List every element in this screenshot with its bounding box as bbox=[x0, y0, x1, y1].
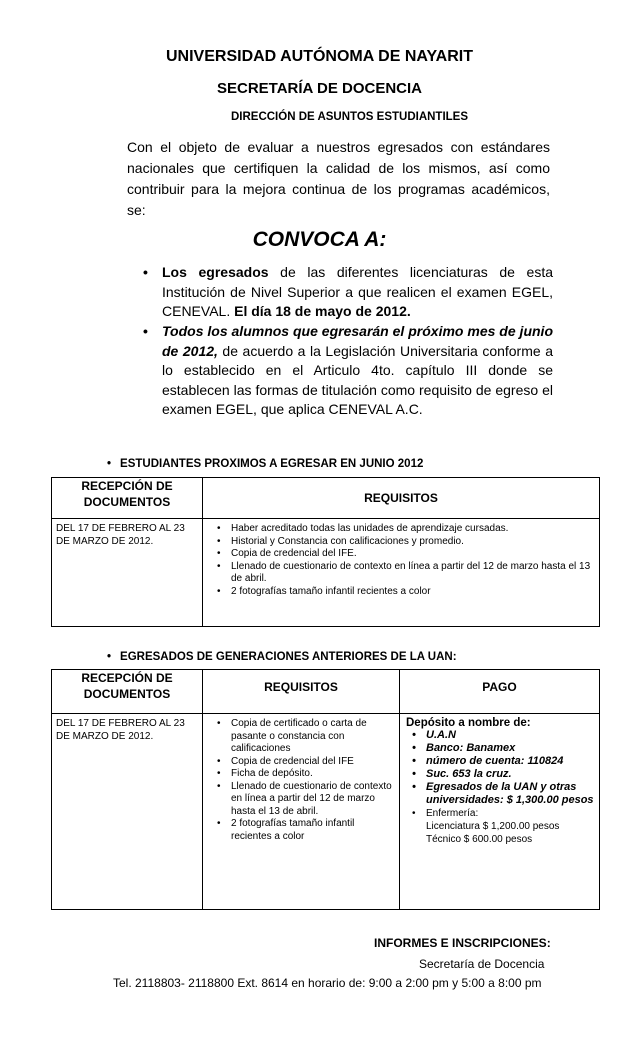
header-reception: RECEPCIÓN DE DOCUMENTOS bbox=[52, 670, 203, 714]
reception-dates: DEL 17 DE FEBRERO AL 23 DE MARZO DE 2012. bbox=[52, 519, 203, 627]
convoca-heading: CONVOCA A: bbox=[252, 228, 387, 251]
list-item: • Ficha de depósito. bbox=[211, 768, 395, 781]
list-item: • Banco: Banamex bbox=[406, 742, 595, 755]
bullet-dot-icon: • bbox=[143, 264, 148, 280]
header-requirements: REQUISITOS bbox=[203, 478, 600, 519]
bullet-egresados bbox=[143, 263, 553, 322]
header-requirements: REQUISITOS bbox=[203, 670, 400, 714]
list-item: • Suc. 653 la cruz. bbox=[406, 768, 595, 781]
section1-title: ESTUDIANTES PROXIMOS A EGRESAR EN JUNIO 2012 bbox=[120, 458, 424, 470]
section1-heading bbox=[107, 458, 423, 470]
list-item: • Copia de credencial del IFE. bbox=[211, 548, 595, 561]
secretariat-title: SECRETARÍA DE DOCENCIA bbox=[216, 80, 422, 97]
list-item: • 2 fotografías tamaño infantil recientes a color bbox=[211, 586, 595, 599]
list-item: • U.A.N bbox=[406, 729, 595, 742]
bullet2-lead: Todos los alumnos que egresarán el próximo mes de junio de 2012, bbox=[162, 323, 553, 359]
requirements-list bbox=[211, 523, 595, 598]
bullet-alumnos bbox=[143, 322, 553, 420]
requirements-list bbox=[211, 718, 395, 843]
office-name: Secretaría de Docencia bbox=[419, 957, 545, 971]
nursing-tecnico: Técnico $ 600.00 pesos bbox=[426, 834, 533, 845]
nursing-label: Enfermería: bbox=[426, 808, 479, 819]
list-item bbox=[406, 807, 595, 846]
phone-line: Tel. 2118803- 2118800 Ext. 8614 en horario de: 9:00 a 2:00 pm y 5:00 a 8:00 pm bbox=[113, 976, 542, 990]
list-item: • Copia de certificado o carta de pasante o constancia con calificaciones bbox=[211, 718, 395, 756]
header-reception: RECEPCIÓN DE DOCUMENTOS bbox=[52, 478, 203, 519]
requirements-cell bbox=[203, 714, 400, 910]
table-students bbox=[51, 477, 600, 627]
payment-list bbox=[406, 729, 595, 846]
list-item: • Copia de credencial del IFE bbox=[211, 756, 395, 769]
list-item: • Historial y Constancia con calificaciones y promedio. bbox=[211, 536, 595, 549]
header-payment: PAGO bbox=[400, 670, 600, 714]
bullet1-date: El día 18 de mayo de 2012. bbox=[230, 303, 411, 319]
payment-title: Depósito a nombre de: bbox=[406, 717, 531, 729]
section2-title: EGRESADOS DE GENERACIONES ANTERIORES DE LA UAN: bbox=[120, 651, 457, 663]
bullet1-lead: Los egresados bbox=[162, 264, 269, 280]
direction-title: DIRECCIÓN DE ASUNTOS ESTUDIANTILES bbox=[230, 111, 469, 123]
info-heading: INFORMES E INSCRIPCIONES: bbox=[374, 936, 551, 950]
bullet-dot-icon: • bbox=[107, 458, 112, 470]
list-item: • Egresados de la UAN y otras universidades: $ 1,300.00 pesos bbox=[406, 781, 595, 807]
intro-paragraph: Con el objeto de evaluar a nuestros egresados con estándares nacionales que certifiquen la calidad de los mismos, así como contribuir para la mejora continua de los programas académicos, se: bbox=[127, 139, 550, 218]
bullet-dot-icon: • bbox=[107, 651, 112, 663]
list-item: • Haber acreditado todas las unidades de aprendizaje cursadas. bbox=[211, 523, 595, 536]
list-item: • número de cuenta: 110824 bbox=[406, 755, 595, 768]
bullet1-text: de las diferentes licenciaturas de esta Institución de Nivel Superior a que realicen el examen EGEL, CENEVAL. bbox=[162, 264, 553, 319]
table-graduates bbox=[51, 669, 600, 910]
payment-cell bbox=[400, 714, 600, 910]
section2-heading bbox=[107, 651, 457, 663]
requirements-cell bbox=[203, 519, 600, 627]
nursing-licenciatura: Licenciatura $ 1,200.00 pesos bbox=[426, 821, 560, 832]
university-title: UNIVERSIDAD AUTÓNOMA DE NAYARIT bbox=[166, 48, 473, 65]
list-item: • Llenado de cuestionario de contexto en línea a partir del 12 de marzo hasta el 13 de abril. bbox=[211, 781, 395, 819]
list-item: • Llenado de cuestionario de contexto en línea a partir del 12 de marzo hasta el 13 de abril. bbox=[211, 561, 595, 586]
reception-dates: DEL 17 DE FEBRERO AL 23 DE MARZO DE 2012. bbox=[52, 714, 203, 910]
bullet2-text: de acuerdo a la Legislación Universitaria conforme a lo establecido en el Articulo 4to. capítulo III donde se establecen las formas de titulación como requisito de egreso el examen EGEL, que aplica CENEVAL A.C. bbox=[162, 342, 553, 417]
list-item: • 2 fotografías tamaño infantil recientes a color bbox=[211, 818, 395, 843]
bullet-dot-icon: • bbox=[143, 323, 148, 339]
